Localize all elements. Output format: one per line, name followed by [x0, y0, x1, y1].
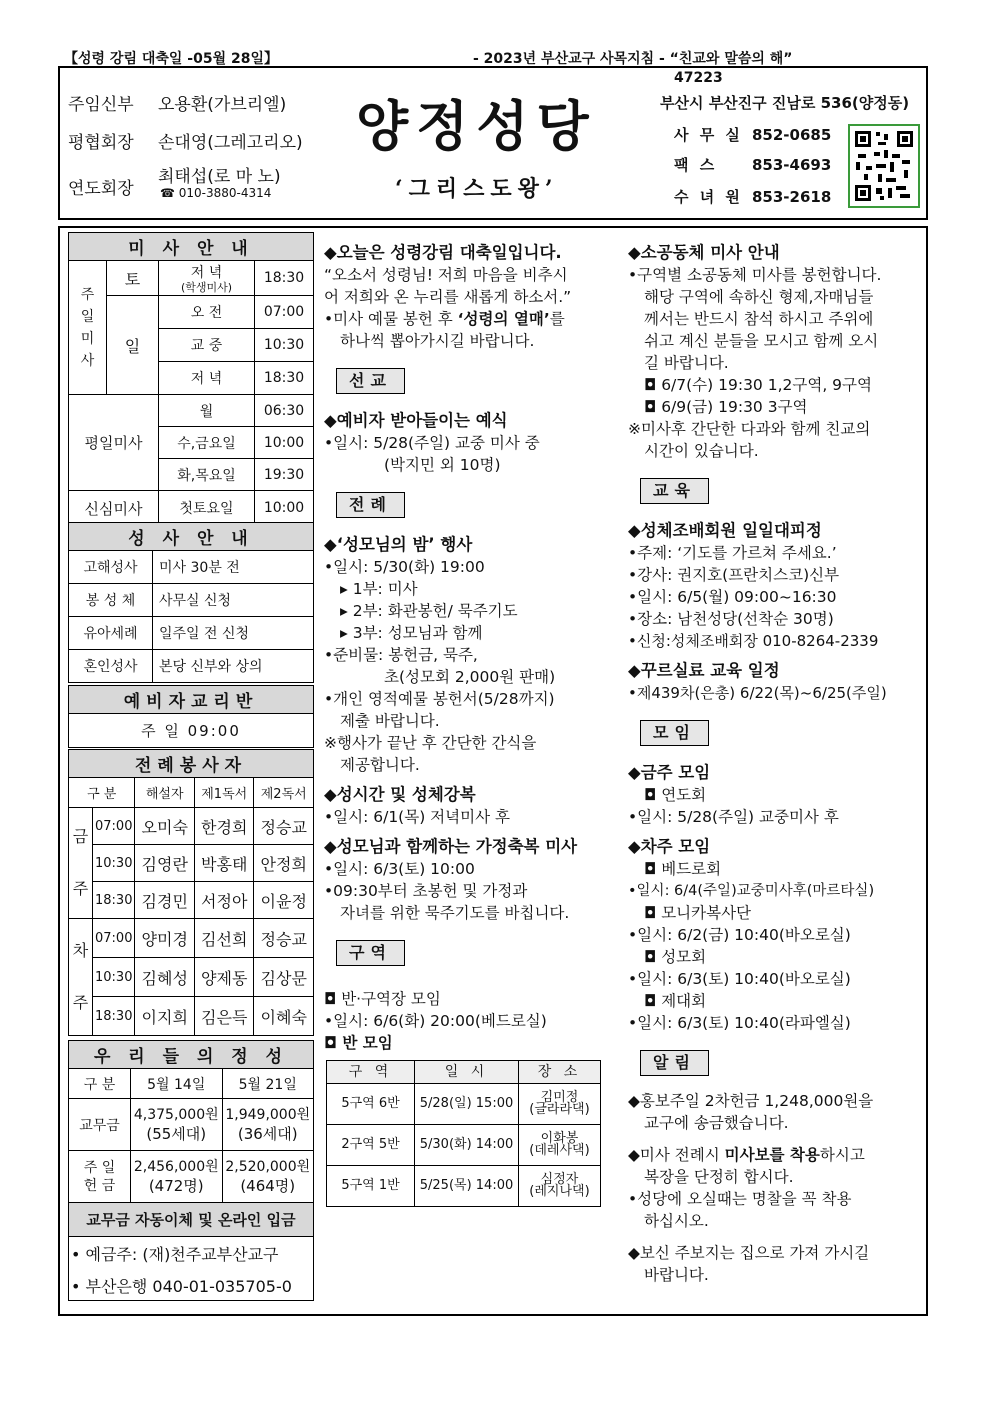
diocese-motto: - 2023년 부산교구 사목지침 - “친교와 말씀의 해” — [473, 51, 793, 67]
group-meeting-table: 구 역 일 시 장 소 5구역 6반 5/28(일) 15:00 김미정 (글라라댁) 2구역 5반 5/30(화) 14:00 이화봉 (데레사댁) 5구역 1반 5/25(목) 14:00 심정자 (레지나댁) — [326, 1060, 601, 1207]
elder-phone: ☎ 010-3880-4314 — [160, 186, 272, 200]
liturgy-servers-table: 전례봉사자 구 분 해설자 제1독서 제2독서 금주 07:00 오미숙 한경희 정승교 10:30 김영란 박홍태 안정희 18:30 김경민 서정아 이윤정 차주 07:00 양미경 김선희 정승교 10:30 김혜성 양제동 김상문 18:30 이지희 김은득 이혜숙 — [68, 749, 314, 1036]
section-tag-meeting: 모임 — [640, 720, 709, 746]
offering-table: 우 리 들 의 정 성 구 분 5월 14일 5월 21일 교무금 4,375,000원 (55세대) 1,949,000원 (36세대) 주 일 헌 금 2,456,000원 (472명) 2,520,000원 (464명) 교무금 자동이체 및 온라인 입금 • 예금주: (재)천주교부산교구 • 부산은행 040-01-035705-0 — [68, 1040, 314, 1301]
catechumen-table: 예비자교리반 주 일 09:00 — [68, 685, 314, 748]
weekday-mass-label: 평일미사 — [69, 395, 159, 491]
section-tag-mission: 선교 — [336, 368, 405, 394]
bulletin-body — [58, 226, 928, 1316]
sunday-mass-label: 주일미사 — [69, 261, 107, 395]
section-tag-district: 구역 — [336, 940, 405, 966]
header: 주임신부 오용환(가브리엘) 평협회장 손대영(그레고리오) 연도회장 최태섭(로 마 노) ☎ 010-3880-4314 양정성당 ‘그리스도왕’ 47223 부산시 부산진구 진남로 536(양정동) 사 무 실 852-0685 팩 스 853-4693 수 녀 원 853-2618 — [58, 66, 928, 220]
mass-schedule-title: 미 사 안 내 — [69, 233, 314, 261]
zip-code: 47223 — [674, 70, 723, 86]
mass-schedule-table: 미 사 안 내 주일미사 토 저 녁 (학생미사) 18:30 일 오 전 07:00 교 중 10:30 저 녁 18:30 평일미사 월 06:30 수,금요일 10:00 화,목요일 19:30 신심미사 첫토요일 10:00 — [68, 232, 314, 526]
church-title: 양정성당 — [356, 94, 597, 158]
issue-date: 【성령 강림 대축일 -05월 28일】 — [64, 51, 278, 67]
section-tag-liturgy: 전례 — [336, 492, 405, 518]
address: 부산시 부산진구 진남로 536(양정동) — [660, 94, 910, 112]
fax: 팩 스 853-4693 — [674, 156, 832, 174]
right-column: ◆소공동체 미사 안내 •구역별 소공동체 미사를 봉헌합니다. 해당 구역에 속하신 형제,자매님들 께서는 반드시 참석 하시고 주위에 쉬고 계신 분들을 모시고 함께 오시 길 바랍니다. ◘ 6/7(수) 19:30 1,2구역, 9구역 ◘ 6/9(금) 19:30 3구역 ※미사후 간단한 다과와 함께 친교의 시간이 있습니다. 교육 ◆성체조배회원 일일대피정 •주제: ‘기도를 가르쳐 주세요.’ •강사: 권지호(프란치스코)신부 •일시: 6/5(월) 09:00~16:30 •장소: 남천성당(선착순 30명) •신청:성체조배회장 010-8264-2339 ◆꾸르실료 교육 일정 •제439차(은총) 6/22(목)~6/25(주일) 모임 ◆금주 모임 ◘ 연도회 •일시: 5/28(주일) 교중미사 후 ◆차주 모임 ◘ 베드로회 •일시: 6/4(주일)교중미사후(마르타실) ◘ 모니카복사단 •일시: 6/2(금) 10:40(바오로실) ◘ 성모회 •일시: 6/3(토) 10:40(바오로실) ◘ 제대회 •일시: 6/3(토) 10:40(라파엘실) 알림 ◆홍보주일 2차헌금 1,248,000원을 교구에 송금했습니다. ◆미사 전례시 미사보를 착용하시고 복장을 단정히 합시다. •성당에 오실때는 명찰을 꼭 착용 하십시오. ◆보신 주보지는 집으로 가져 가시길 바랍니다. — [628, 243, 887, 1284]
devotion-mass-label: 신심미사 — [69, 491, 159, 526]
sacrament-table: 성 사 안 내 고해성사 미사 30분 전 봉 성 체 사무실 신청 유아세례 일주일 전 신청 혼인성사 본당 신부와 상의 — [68, 522, 314, 683]
section-tag-notice: 알림 — [640, 1050, 709, 1076]
section-tag-education: 교육 — [640, 478, 709, 504]
elder-name: 최태섭(로 마 노) — [158, 167, 281, 187]
office-phone: 사 무 실 852-0685 — [674, 126, 832, 144]
top-line — [58, 44, 928, 68]
qr-code-icon[interactable] — [848, 124, 920, 208]
church-subtitle: ‘그리스도왕’ — [395, 176, 559, 202]
convent-phone: 수 녀 원 853-2618 — [674, 188, 832, 206]
middle-column: ◆오늘은 성령강림 대축일입니다. “오소서 성령님! 저희 마음을 비추시 어 저희와 온 누리를 새롭게 하소서.” •미사 예물 봉헌 후 ‘성령의 열매’를 하나씩 뽑아가시길 바랍니다. 선교 ◆예비자 받아들이는 예식 •일시: 5/28(주일) 교중 미사 중 (박지민 외 10명) 전례 ◆‘성모님의 밤’ 행사 •일시: 5/30(화) 19:00 ▸ 1부: 미사 ▸ 2부: 화관봉헌/ 묵주기도 ▸ 3부: 성모님과 함께 •준비물: 봉헌금, 묵주, 초(성모회 2,000원 판매) •개인 영적예물 봉헌서(5/28까지) 제출 바랍니다. ※행사가 끝난 후 간단한 간식을 제공합니다. ◆성시간 및 성체강복 •일시: 6/1(목) 저녁미사 후 ◆성모님과 함께하는 가정축복 미사 •일시: 6/3(토) 10:00 •09:30부터 초봉헌 및 가정과 자녀를 위한 묵주기도를 바칩니다. 구역 ◘ 반·구역장 모임 •일시: 6/6(화) 20:00(베드로실) ◘ 반 모임 구 역 일 시 장 소 5구역 6반 5/28(일) 15:00 김미정 (글라라댁) 2구역 5반 5/30(화) 14:00 이화봉 (데레사댁) 5구역 1반 5/25(목) 14:00 심정자 (레지나댁) — [324, 236, 624, 1207]
